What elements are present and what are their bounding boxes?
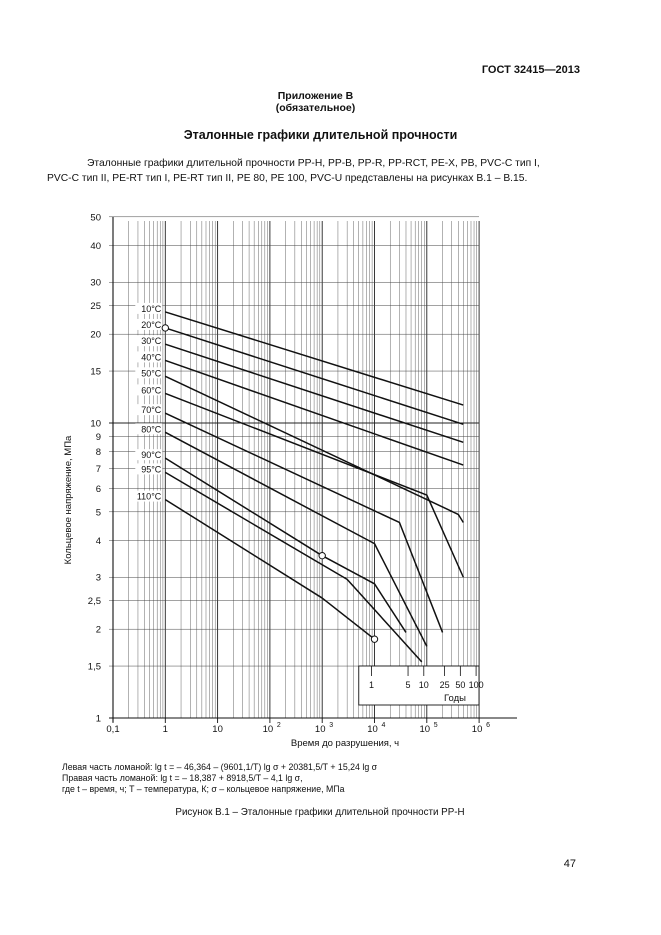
figure-caption: Рисунок В.1 – Эталонные графики длительной прочности PP-H [175, 807, 465, 818]
series-line [165, 413, 442, 632]
y-tick-label: 20 [90, 329, 101, 341]
x-tick-label: 10 [471, 724, 483, 735]
y-tick-label: 4 [95, 535, 101, 547]
years-label: Годы [444, 693, 466, 704]
chart-axes [109, 217, 517, 723]
x-tick-label: 10 [419, 724, 431, 735]
formula-left: Левая часть ломаной: lg t = – 46,364 – (9601,1/T) lg σ + 20381,5/T + 15,24 lg σ [62, 762, 378, 772]
years-tick-label: 50 [455, 680, 466, 690]
y-tick-labels [88, 212, 101, 724]
series-label: 50°C [141, 368, 162, 379]
x-tick-exponent: 3 [329, 722, 334, 729]
series-label: 10°C [141, 303, 162, 314]
intro-line-2: PVC-C тип II, PE-RT тип I, PE-RT тип II, PE 80, PE 100, PVC-U представлены на рисунках В.1 – В.15. [47, 173, 528, 184]
y-tick-label: 7 [95, 464, 101, 476]
x-axis-label: Время до разрушения, ч [290, 738, 400, 749]
x-tick-label: 10 [314, 724, 326, 735]
series-label: 20°C [141, 319, 162, 330]
x-tick-label: 1 [162, 724, 168, 735]
y-axis-label: Кольцевое напряжение, МПа [63, 435, 74, 565]
y-tick-label: 1,5 [87, 661, 101, 673]
x-tick-labels [106, 722, 490, 735]
x-tick-label: 10 [367, 724, 378, 735]
y-tick-label: 40 [90, 240, 101, 252]
years-tick-label: 10 [418, 680, 429, 690]
y-tick-label: 3 [95, 572, 101, 584]
series-label: 70°C [141, 405, 162, 416]
x-tick-label: 0,1 [106, 724, 120, 735]
series-label: 60°C [141, 385, 162, 396]
years-tick-label: 5 [405, 680, 411, 690]
x-tick-exponent: 6 [486, 722, 491, 729]
y-tick-label: 30 [90, 277, 101, 289]
y-tick-label: 25 [90, 301, 101, 313]
series-label: 80°C [141, 424, 162, 435]
years-tick-label: 100 [468, 680, 484, 690]
x-tick-label: 10 [212, 724, 223, 735]
y-tick-label: 6 [95, 483, 101, 495]
page-number: 47 [563, 858, 576, 870]
formula-legend: где t – время, ч; T – температура, К; σ – кольцевое напряжение, МПа [62, 784, 345, 794]
stress-rupture-chart [0, 200, 661, 760]
series-marker [371, 636, 377, 642]
grid-major [109, 217, 479, 718]
standard-number: ГОСТ 32415—2013 [481, 64, 580, 76]
intro-line-1: Эталонные графики длительной прочности PP-H, PP-B, PP-R, PP-RCT, PE-X, PB, PVC-C тип I, [87, 158, 540, 169]
series-marker [162, 325, 168, 331]
years-tick-label: 25 [439, 680, 450, 690]
years-tick-label: 1 [368, 680, 375, 690]
appendix-line-1: Приложение В [277, 90, 354, 102]
series-label: 40°C [141, 352, 162, 363]
section-heading: Эталонные графики длительной прочности [183, 128, 458, 142]
x-tick-exponent: 5 [433, 722, 438, 729]
years-box [359, 666, 484, 705]
y-tick-label: 8 [95, 447, 101, 459]
series-marker [319, 552, 325, 558]
appendix-line-2: (обязательное) [275, 102, 356, 114]
y-tick-label: 2 [95, 624, 101, 636]
y-tick-label: 50 [90, 212, 101, 224]
series-label: 90°C [141, 450, 162, 461]
y-tick-label: 15 [90, 366, 101, 378]
series-label: 95°C [141, 464, 162, 475]
x-tick-exponent: 2 [276, 722, 281, 729]
y-tick-label: 5 [95, 507, 101, 519]
series-label: 30°C [141, 336, 162, 347]
y-tick-label: 2,5 [87, 596, 101, 608]
x-tick-exponent: 4 [381, 722, 386, 729]
series-label: 110°C [136, 491, 162, 502]
y-tick-label: 9 [95, 431, 101, 443]
y-tick-label: 10 [90, 418, 101, 430]
appendix-title [0, 90, 631, 114]
formula-right: Правая часть ломаной: lg t = – 18,387 + 8918,5/T – 4,1 lg σ, [62, 773, 303, 783]
y-tick-label: 1 [95, 713, 101, 725]
x-tick-label: 10 [262, 724, 274, 735]
series-labels [135, 303, 162, 502]
